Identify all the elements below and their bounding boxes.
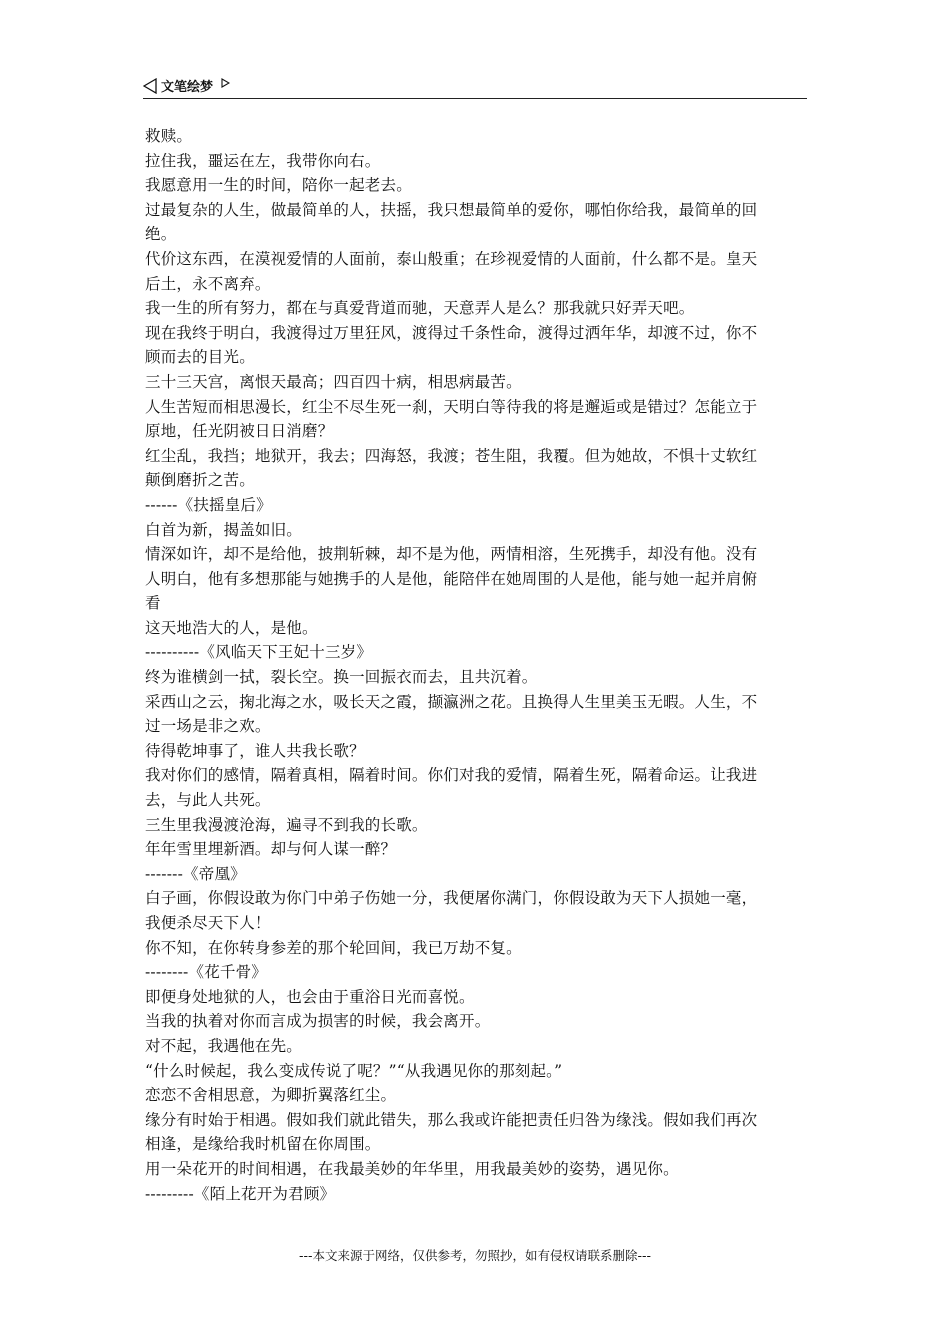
text-line: --------《花千骨》 bbox=[145, 963, 267, 982]
triangle-left-outline-icon bbox=[143, 78, 157, 94]
triangle-right-outline-icon bbox=[221, 78, 230, 88]
text-line: 红尘乱，我挡；地狱开，我去；四海怒，我渡；苍生阻，我覆。但为她故，不惧十丈软红 bbox=[145, 446, 758, 465]
footer-disclaimer: ---本文来源于网络，仅供参考，勿照抄，如有侵权请联系删除--- bbox=[298, 1248, 652, 1263]
text-line: -------《帝凰》 bbox=[145, 864, 246, 883]
text-line: 白子画，你假设敢为你门中弟子伤她一分，我便屠你满门，你假设敢为天下人损她一毫， bbox=[145, 889, 758, 908]
text-line: 过最复杂的人生，做最简单的人，扶摇，我只想最简单的爱你，哪怕你给我，最简单的回 bbox=[145, 200, 758, 219]
text-line: 顾而去的目光。 bbox=[145, 348, 255, 367]
text-line: 颠倒磨折之苦。 bbox=[145, 471, 255, 490]
text-line: 这天地浩大的人，是他。 bbox=[145, 618, 318, 637]
text-line: 你不知，在你转身参差的那个轮回间，我已万劫不复。 bbox=[145, 938, 522, 957]
text-line: 我愿意用一生的时间，陪你一起老去。 bbox=[145, 176, 412, 195]
text-line: ---------《陌上花开为君顾》 bbox=[145, 1184, 336, 1203]
text-line: ------《扶摇皇后》 bbox=[145, 495, 272, 514]
text-line: ----------《风临天下王妃十三岁》 bbox=[145, 643, 373, 662]
text-line: 年年雪里埋新酒。却与何人谋一醉？ bbox=[145, 840, 397, 859]
text-line: 代价这东西，在漠视爱情的人面前，泰山般重；在珍视爱情的人面前，什么都不是。皇天 bbox=[145, 249, 758, 268]
text-line: 用一朵花开的时间相遇，在我最美妙的年华里，用我最美妙的姿势，遇见你。 bbox=[145, 1159, 679, 1178]
text-line: 即便身处地狱的人，也会由于重浴日光而喜悦。 bbox=[145, 987, 475, 1006]
text-line: 缘分有时始于相遇。假如我们就此错失，那么我或许能把责任归咎为缘浅。假如我们再次 bbox=[145, 1110, 758, 1129]
header-title: 文笔绘梦 bbox=[161, 80, 214, 95]
text-line: 救赎。 bbox=[145, 127, 193, 145]
text-line: 白首为新，揭盖如旧。 bbox=[145, 520, 303, 539]
text-line: 终为谁横剑一拭，裂长空。换一回振衣而去，且共沉着。 bbox=[145, 668, 538, 687]
text-line: 绝。 bbox=[145, 225, 177, 244]
text-line: 三生里我漫渡沧海，遍寻不到我的长歌。 bbox=[145, 815, 428, 834]
text-line: 原地，任光阴被日日消磨？ bbox=[145, 422, 334, 441]
text-line: 拉住我，噩运在左，我带你向右。 bbox=[145, 151, 381, 170]
text-line: 对不起，我遇他在先。 bbox=[145, 1036, 303, 1055]
text-line: 人生苦短而相思漫长，红尘不尽生死一刹，天明白等待我的将是邂逅或是错过？怎能立于 bbox=[145, 397, 758, 416]
header-brand bbox=[143, 76, 230, 95]
text-line: 看 bbox=[145, 594, 161, 613]
document-body bbox=[145, 124, 810, 1206]
text-line: 情深如许，却不是给他，披荆斩棘，却不是为他，两情相溶，生死携手，却没有他。没有 bbox=[145, 545, 758, 564]
text-line: 去，与此人共死。 bbox=[145, 791, 271, 810]
page-header bbox=[143, 72, 807, 99]
text-line: 我一生的所有努力，都在与真爱背道而驰，天意弄人是么？那我就只好弄天吧。 bbox=[145, 299, 695, 318]
text-line: 现在我终于明白，我渡得过万里狂风，渡得过千条性命，渡得过洒年华，却渡不过，你不 bbox=[145, 323, 758, 342]
text-line: 恋恋不舍相思意，为卿折翼落红尘。 bbox=[145, 1086, 397, 1105]
text-line: 我便杀尽天下人！ bbox=[145, 914, 271, 932]
text-line: 后土，永不离弃。 bbox=[145, 274, 271, 293]
text-line: 当我的执着对你而言成为损害的时候，我会离开。 bbox=[145, 1012, 491, 1031]
text-line: 过一场是非之欢。 bbox=[145, 717, 271, 736]
text-line: 人明白，他有多想那能与她携手的人是他，能陪伴在她周围的人是他，能与她一起并肩俯 bbox=[145, 569, 758, 588]
text-line: 我对你们的感情，隔着真相，隔着时间。你们对我的爱情，隔着生死，隔着命运。让我进 bbox=[145, 766, 758, 785]
text-line: 待得乾坤事了，谁人共我长歌？ bbox=[145, 741, 365, 760]
text-line: 三十三天宫，离恨天最高；四百四十病，相思病最苦。 bbox=[145, 372, 522, 391]
text-line: “什么时候起，我么变成传说了呢？”“从我遇见你的那刻起。” bbox=[145, 1061, 563, 1080]
text-line: 相逢，是缘给我时机留在你周围。 bbox=[145, 1135, 381, 1154]
text-line: 采西山之云，掬北海之水，吸长天之霞，撷瀛洲之花。且换得人生里美玉无暇。人生，不 bbox=[145, 692, 758, 711]
